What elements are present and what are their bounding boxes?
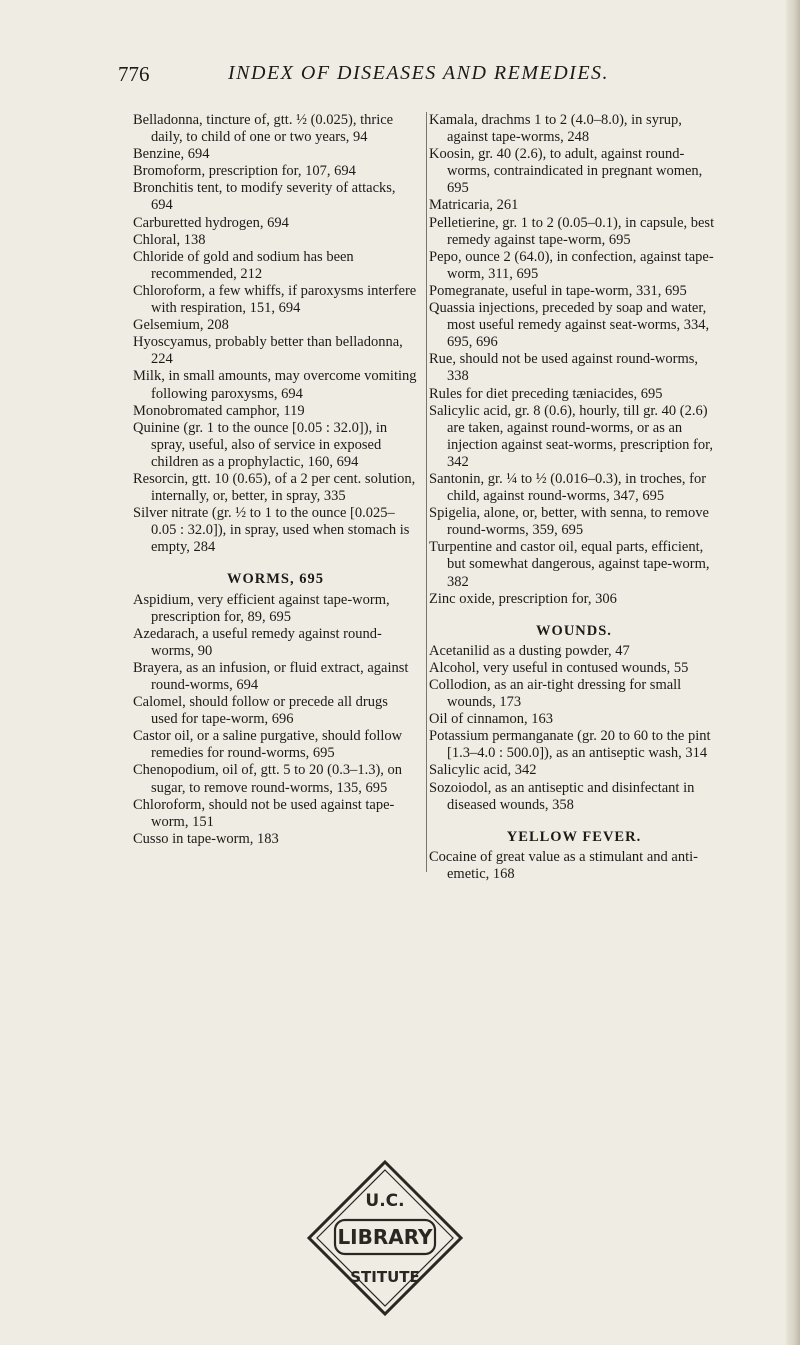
worms-heading: WORMS, 695 [227, 571, 324, 588]
index-entry: Alcohol, very useful in contused wounds, 55 [429, 659, 689, 676]
index-entry: Monobromated camphor, 119 [133, 402, 305, 419]
index-entry: Quassia injections, preceded by soap and water, most useful remedy against seat-worms, 334, 695, 696 [429, 300, 710, 351]
index-entry: Chenopodium, oil of, gtt. 5 to 20 (0.3–1.3), on sugar, to remove round-worms, 135, 695 [133, 762, 403, 796]
index-entry: Pelletierine, gr. 1 to 2 (0.05–0.1), in capsule, best remedy against tape-worm, 695 [429, 214, 715, 248]
index-entry: Carburetted hydrogen, 694 [133, 214, 289, 231]
wounds-heading: WOUNDS. [536, 622, 612, 639]
index-entry: Bromoform, prescription for, 107, 694 [133, 163, 356, 180]
yellow-fever-entries [429, 849, 719, 883]
index-entry: Chloride of gold and sodium has been recommended, 212 [133, 248, 354, 282]
index-entry: Silver nitrate (gr. ½ to 1 to the ounce [0.025–0.05 : 32.0]), in spray, used when stomach is empty, 284 [133, 505, 410, 556]
index-entry: Kamala, drachms 1 to 2 (4.0–8.0), in syrup, against tape-worms, 248 [429, 112, 682, 146]
index-entry: Salicylic acid, 342 [429, 762, 537, 779]
index-entry: Chloroform, should not be used against tape-worm, 151 [133, 796, 395, 830]
index-entry: Cocaine of great value as a stimulant and anti-emetic, 168 [429, 848, 698, 882]
page-number: 776 [118, 62, 150, 86]
index-entry: Bronchitis tent, to modify severity of attacks, 694 [133, 180, 396, 214]
index-entry: Cusso in tape-worm, 183 [133, 830, 279, 847]
right-column [426, 112, 719, 882]
index-entry: Rules for diet preceding tæniacides, 695 [429, 385, 663, 402]
index-entry: Aspidium, very efficient against tape-worm, prescription for, 89, 695 [133, 591, 390, 625]
index-entry: Rue, should not be used against round-worms, 338 [429, 351, 699, 385]
index-entry: Sozoiodol, as an antiseptic and disinfectant in diseased wounds, 358 [429, 779, 695, 813]
index-entry: Acetanilid as a dusting powder, 47 [429, 642, 630, 659]
index-entry: Milk, in small amounts, may overcome vomiting following paroxysms, 694 [133, 368, 417, 402]
index-entry: Castor oil, or a saline purgative, should follow remedies for round-worms, 695 [133, 728, 403, 762]
index-entry: Azedarach, a useful remedy against round-worms, 90 [133, 625, 382, 659]
index-entry: Quinine (gr. 1 to the ounce [0.05 : 32.0]), in spray, useful, also of service in exposed children as a prophylactic, 160, 694 [133, 419, 388, 470]
stamp-top-text: U.C. [365, 1191, 405, 1211]
index-entry: Turpentine and castor oil, equal parts, efficient, but somewhat dangerous, against tape-worm, 382 [429, 539, 710, 590]
index-entry: Brayera, as an infusion, or fluid extract, against round-worms, 694 [133, 659, 409, 693]
wounds-entries [429, 643, 719, 814]
stamp-bottom-text: STITUTE [350, 1268, 420, 1286]
page-edge [786, 0, 800, 1345]
whooping-cough-entries [133, 112, 418, 556]
yellow-fever-heading: YELLOW FEVER. [506, 828, 642, 845]
index-entry: Hyoscyamus, probably better than belladonna, 224 [133, 334, 403, 368]
index-entry: Collodion, as an air-tight dressing for small wounds, 173 [429, 677, 682, 711]
index-entry: Salicylic acid, gr. 8 (0.6), hourly, till gr. 40 (2.6) are taken, against round-worms, or as an injection against seat-worms, prescription for, 342 [429, 402, 713, 470]
index-entry: Belladonna, tincture of, gtt. ½ (0.025), thrice daily, to child of one or two years, 94 [133, 112, 394, 146]
index-entry: Gelsemium, 208 [133, 317, 229, 334]
worms-continued-entries [429, 112, 719, 608]
index-entry: Calomel, should follow or precede all drugs used for tape-worm, 696 [133, 694, 388, 728]
index-entry: Oil of cinnamon, 163 [429, 711, 554, 728]
library-stamp [305, 1158, 465, 1318]
index-entry: Spigelia, alone, or, better, with senna, to remove round-worms, 359, 695 [429, 505, 709, 539]
stamp-center-text: LIBRARY [337, 1225, 433, 1249]
index-entry: Santonin, gr. ¼ to ½ (0.016–0.3), in troches, for child, against round-worms, 347, 695 [429, 470, 707, 505]
page-header [118, 62, 656, 92]
index-entry: Koosin, gr. 40 (2.6), to adult, against round-worms, contraindicated in pregnant women, 695 [429, 146, 703, 197]
worms-entries [133, 592, 418, 848]
index-entry: Pepo, ounce 2 (64.0), in confection, against tape-worm, 311, 695 [429, 248, 714, 282]
left-column [133, 112, 418, 848]
index-entry: Matricaria, 261 [429, 197, 519, 214]
index-entry: Benzine, 694 [133, 146, 210, 163]
index-entry: Chloroform, a few whiffs, if paroxysms interfere with respiration, 151, 694 [133, 282, 417, 317]
running-title: INDEX OF DISEASES AND REMEDIES. [228, 62, 610, 84]
index-entry: Pomegranate, useful in tape-worm, 331, 695 [429, 282, 687, 299]
index-entry: Zinc oxide, prescription for, 306 [429, 590, 617, 607]
index-entry: Resorcin, gtt. 10 (0.65), of a 2 per cent. solution, internally, or, better, in spray, 335 [133, 470, 416, 505]
index-entry: Potassium permanganate (gr. 20 to 60 to the pint [1.3–4.0 : 500.0]), as an antiseptic wash, 314 [429, 728, 711, 762]
index-entry: Chloral, 138 [133, 231, 206, 248]
